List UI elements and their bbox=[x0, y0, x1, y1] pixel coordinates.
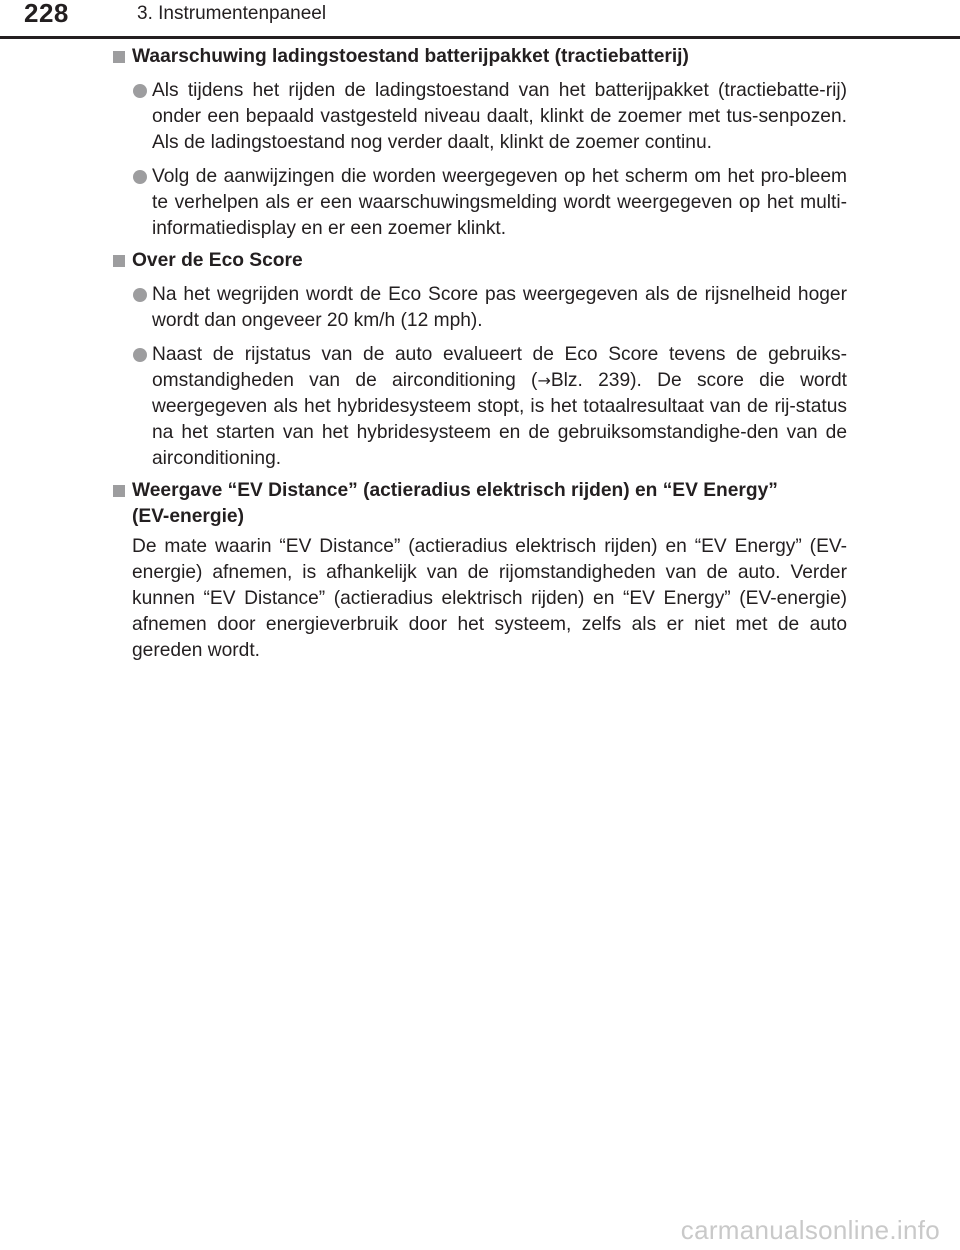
watermark: carmanualsonline.info bbox=[680, 1215, 940, 1245]
page-content bbox=[112, 38, 847, 664]
arrow-right-icon: → bbox=[537, 371, 551, 390]
list-item-text: Als tijdens het rijden de ladingstoestand van het batterijpakket (tractiebatte-rij) onder een bepaald vastgesteld niveau daalt, klinkt de zoemer met tus-senpozen. Als de ladingstoestand nog verder daalt, klinkt de zoemer continu. bbox=[152, 80, 847, 153]
page-header bbox=[0, 0, 960, 40]
section-eco-score bbox=[112, 248, 847, 472]
list-item bbox=[112, 342, 847, 472]
list-item bbox=[112, 78, 847, 156]
square-bullet-icon bbox=[113, 485, 125, 497]
section-heading-text: Weergave “EV Distance” (actieradius elektrisch rijden) en “EV Energy” bbox=[132, 480, 778, 501]
page-number: 228 bbox=[24, 0, 69, 28]
square-bullet-icon bbox=[113, 255, 125, 267]
section-ev-distance bbox=[112, 478, 847, 664]
list-item-text: Volg de aanwijzingen die worden weergegeven op het scherm om het pro-bleem te verhelpen als er een waarschuwingsmelding wordt weergegeven op het multi-informatiedisplay en er een zoemer klinkt. bbox=[152, 166, 847, 239]
chapter-title: 3. Instrumentenpaneel bbox=[137, 3, 327, 24]
body-paragraph: De mate waarin “EV Distance” (actieradius elektrisch rijden) en “EV Energy” (EV-energie) afnemen, is afhankelijk van de rijomstandigheden van de auto. Verder kunnen “EV Distance” (actieradius elektrisch rijden) en “EV Energy” (EV-energie) afnemen door energieverbruik door het systeem, zelfs als er niet met de auto gereden wordt. bbox=[132, 536, 847, 661]
section-heading bbox=[112, 248, 847, 274]
square-bullet-icon bbox=[113, 51, 125, 63]
circle-bullet-icon bbox=[133, 170, 147, 184]
list-item bbox=[112, 164, 847, 242]
section-heading bbox=[112, 44, 847, 70]
circle-bullet-icon bbox=[133, 288, 147, 302]
section-heading-text: Waarschuwing ladingstoestand batterijpakket (tractiebatterij) bbox=[132, 46, 689, 67]
section-heading bbox=[112, 478, 847, 530]
list-item-text-before: Naast de rijstatus van de auto evalueert de Eco Score tevens de gebruiks-omstandigheden van de airconditioning ( bbox=[152, 344, 847, 391]
section-heading-text: Over de Eco Score bbox=[132, 250, 303, 271]
list-item bbox=[112, 282, 847, 334]
list-item-text-after: ). De score die wordt weergegeven als het hybridesysteem stopt, is het totaalresultaat van de rij-status na het starten van het hybridesysteem en de gebruiksomstandighe-den van de airconditioning. bbox=[152, 370, 847, 469]
list-item-text: Na het wegrijden wordt de Eco Score pas weergegeven als de rijsnelheid hoger wordt dan ongeveer 20 km/h (12 mph). bbox=[152, 284, 847, 331]
page-reference-link[interactable]: Blz. 239 bbox=[550, 370, 631, 391]
circle-bullet-icon bbox=[133, 348, 147, 362]
circle-bullet-icon bbox=[133, 84, 147, 98]
section-battery-warning bbox=[112, 44, 847, 242]
section-heading-text-line2: (EV-energie) bbox=[132, 506, 244, 527]
